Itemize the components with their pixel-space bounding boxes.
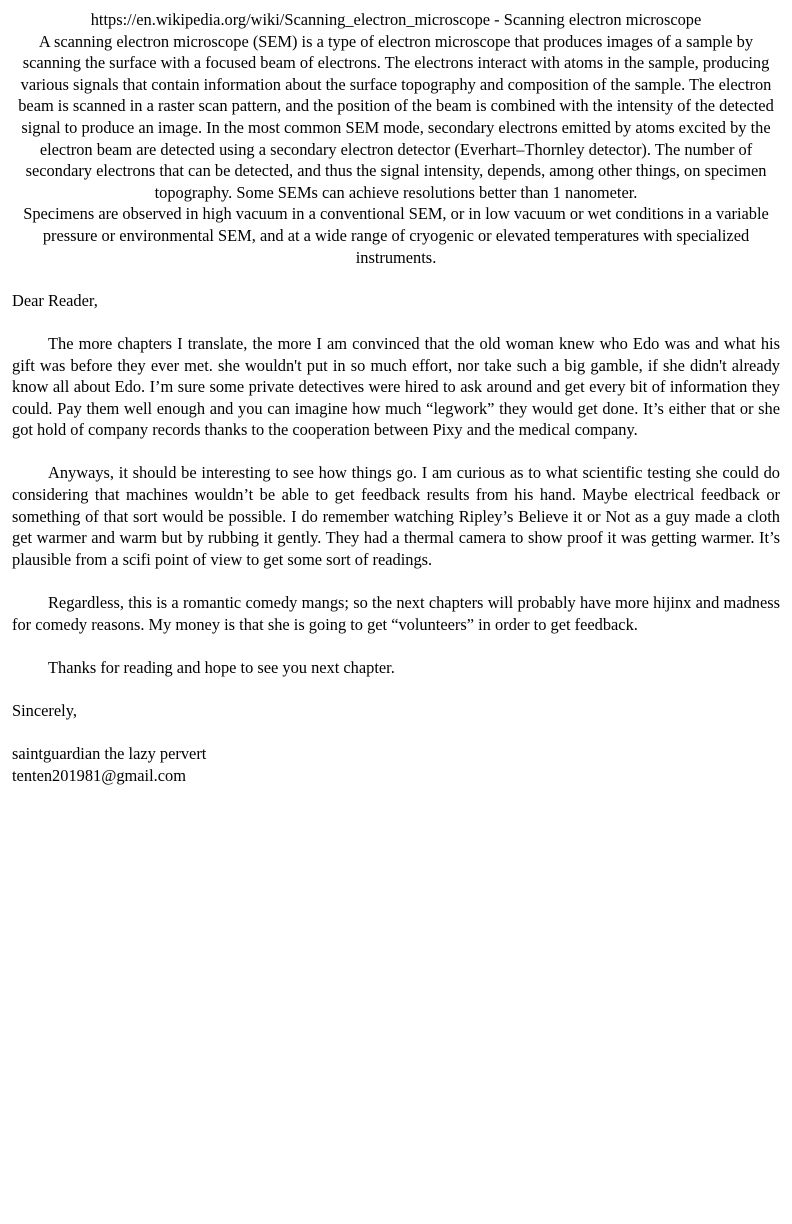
spacer bbox=[12, 268, 780, 290]
source-url-title: https://en.wikipedia.org/wiki/Scanning_electron_microscope - Scanning electron microscope bbox=[90, 10, 702, 29]
letter-salutation: Dear Reader, bbox=[12, 290, 98, 310]
letter-paragraph-1: The more chapters I translate, the more I am convinced that the old woman knew who Edo was and what his gift was before they ever met. she wouldn't put in so much effort, nor take such a big gamble, if she didn't already know all about Edo. I’m sure some private detectives were hired to ask around and get every bit of information they could. Pay them well enough and you can imagine how much “legwork” they would get done. It’s either that or she got hold of company records thanks to the cooperation between Pixy and the medical company. bbox=[12, 333, 780, 440]
letter-body bbox=[12, 290, 780, 787]
spacer bbox=[12, 570, 780, 592]
spacer bbox=[12, 635, 780, 657]
signature-name: saintguardian the lazy pervert bbox=[12, 744, 207, 764]
letter-paragraph-2: Anyways, it should be interesting to see how things go. I am curious as to what scientific testing she could do considering that machines wouldn’t be able to get feedback results from his hand. Maybe electrical feedback or something of that sort would be possible. I do remember watching Ripley’s Believe it or Not as a guy made a cloth get warmer and warm but by rubbing it gently. They had a thermal camera to show proof it was getting warmer. It’s plausible from a scifi point of view to get some sort of readings. bbox=[12, 463, 780, 569]
intro-paragraph-1: A scanning electron microscope (SEM) is a type of electron microscope that produces images of a sample by scanning the surface with a focused beam of electrons. The electrons interact with atoms in the sample, producing various signals that contain information about the surface topography and composition of the sample. The electron beam is scanned in a raster scan pattern, and the position of the beam is combined with the intensity of the detected signal to produce an image. In the most common SEM mode, secondary electrons emitted by atoms excited by the electron beam are detected using a secondary electron detector (Everhart–Thornley detector). The number of secondary electrons that can be detected, and thus the signal intensity, depends, among other things, on specimen topography. Some SEMs can achieve resolutions better than 1 nanometer. bbox=[18, 31, 774, 202]
spacer bbox=[12, 311, 780, 333]
spacer bbox=[12, 678, 780, 700]
source-header bbox=[12, 9, 780, 268]
letter-paragraph-3: Regardless, this is a romantic comedy mangs; so the next chapters will probably have more hijinx and madness for comedy reasons. My money is that she is going to get “volunteers” in order to get feedback. bbox=[12, 593, 780, 634]
signature-email: tenten201981@gmail.com bbox=[12, 765, 186, 785]
intro-paragraph-2: Specimens are observed in high vacuum in a conventional SEM, or in low vacuum or wet conditions in a variable pressure or environmental SEM, and at a wide range of cryogenic or elevated temperatures with specialized instruments. bbox=[23, 204, 769, 267]
spacer bbox=[12, 441, 780, 463]
letter-closing: Sincerely, bbox=[12, 701, 77, 720]
letter-paragraph-4: Thanks for reading and hope to see you next chapter. bbox=[48, 657, 395, 677]
spacer bbox=[12, 722, 780, 744]
